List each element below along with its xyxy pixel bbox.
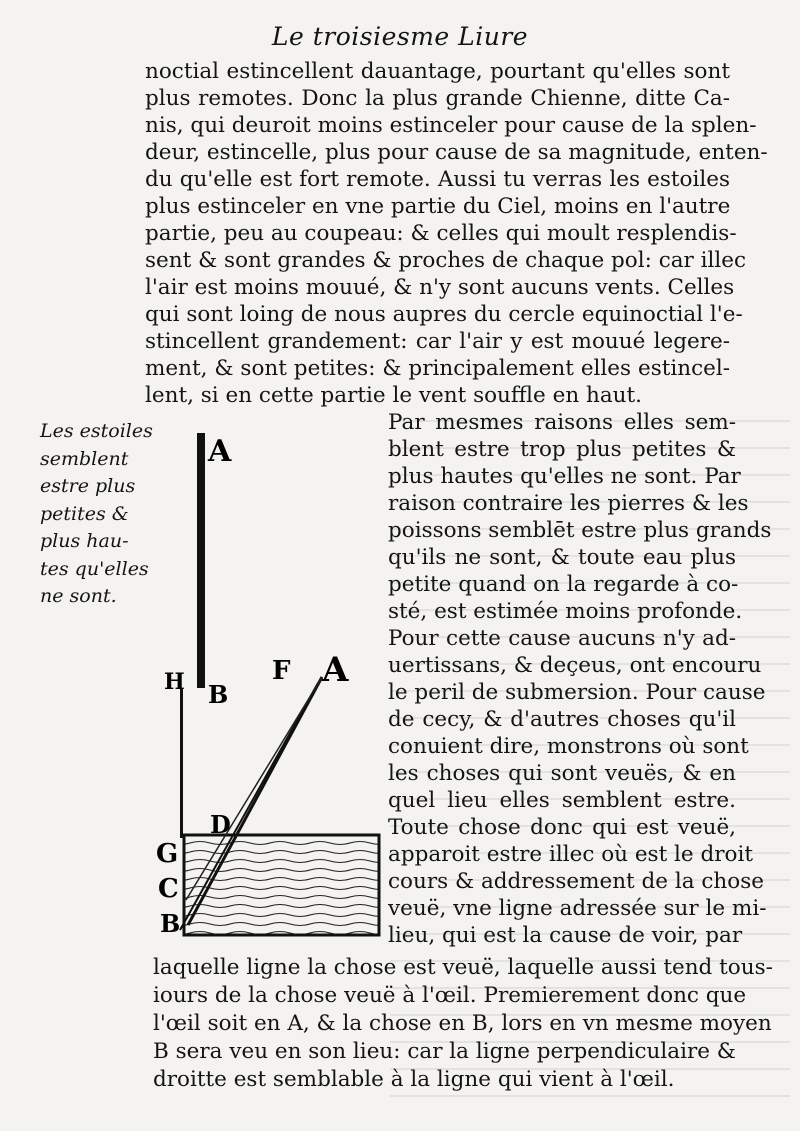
text-line: noctial estincellent dauantage, pourtant qu'elles sont — [145, 59, 730, 84]
text-line: conuient dire, monstrons où sont — [388, 734, 749, 759]
water-box — [184, 835, 379, 935]
text-line: qu'ils ne sont, & toute eau plus — [388, 545, 736, 570]
margin-note-line: Les estoiles — [40, 420, 153, 442]
text-line: Pour cette cause aucuns n'y ad- — [388, 626, 736, 651]
margin-note-line: tes qu'elles — [40, 557, 149, 580]
text-line: les choses qui sont veuës, & en — [388, 761, 736, 786]
vertical-line-ab — [197, 433, 205, 688]
text-line: Par mesmes raisons elles sem- — [388, 410, 736, 435]
label-b-bottom: B — [160, 909, 181, 938]
text-line: quel lieu elles semblent estre. — [388, 788, 736, 813]
text-line: petite quand on la regarde à co- — [388, 572, 739, 597]
text-line: du qu'elle est fort remote. Aussi tu verras les estoiles — [145, 167, 730, 192]
text-line: qui sont loing de nous aupres du cercle equinoctial l'e- — [145, 302, 743, 327]
text-line: laquelle ligne la chose est veuë, laquelle aussi tend tous- — [153, 955, 773, 980]
text-line: blent estre trop plus petites & — [388, 437, 736, 462]
text-line: poissons semblēt estre plus grands — [388, 518, 772, 543]
text-line: lieu, qui est la cause de voir, par — [388, 923, 743, 948]
margin-note-line: petites & — [40, 502, 129, 525]
text-line: lent, si en cette partie le vent souffle en haut. — [145, 383, 642, 408]
text-line: plus estinceler en vne partie du Ciel, moins en l'autre — [145, 194, 731, 219]
label-h: H — [164, 669, 185, 695]
text-line: Toute chose donc qui est veuë, — [388, 815, 736, 840]
text-line: uertissans, & deçeus, ont encouru — [388, 653, 762, 678]
label-g: G — [156, 839, 179, 869]
refraction-figure — [150, 425, 385, 945]
margin-note-line: semblent — [40, 447, 129, 470]
text-line: l'œil soit en A, & la chose en B, lors en vn mesme moyen — [153, 1011, 772, 1036]
text-line: ment, & sont petites: & principalement elles estincel- — [145, 356, 730, 381]
label-a-top: A — [208, 434, 232, 469]
label-b-mid: B — [208, 680, 229, 709]
running-head: Le troisiesme Liure — [271, 22, 529, 51]
text-line: iours de la chose veuë à l'œil. Premierement donc que — [153, 983, 747, 1008]
vertical-line-h — [180, 688, 183, 838]
text-line: sté, est estimée moins profonde. — [388, 599, 743, 624]
label-f: F — [272, 656, 291, 686]
text-line: stincellent grandement: car l'air y est mouué legere- — [145, 329, 730, 354]
text-line: raison contraire les pierres & les — [388, 491, 749, 516]
text-line: droitte est semblable à la ligne qui vient à l'œil. — [153, 1067, 675, 1092]
text-line: sent & sont grandes & proches de chaque pol: car illec — [145, 248, 747, 273]
text-line: cours & addressement de la chose — [388, 869, 764, 894]
label-a-right: A — [322, 650, 349, 690]
text-line: le peril de submersion. Pour cause — [388, 680, 766, 705]
text-line: plus hautes qu'elles ne sont. Par — [388, 464, 741, 489]
text-line: B sera veu en son lieu: car la ligne perpendiculaire & — [153, 1039, 736, 1064]
label-d: D — [210, 810, 231, 839]
label-c: C — [158, 874, 179, 904]
margin-note — [40, 418, 153, 611]
text-line: partie, peu au coupeau: & celles qui moult resplendis- — [145, 221, 737, 246]
text-line: plus remotes. Donc la plus grande Chienne, ditte Ca- — [145, 86, 730, 111]
margin-note-line: estre plus — [40, 475, 136, 497]
text-line: apparoit estre illec où est le droit — [388, 842, 753, 867]
text-line: de cecy, & d'autres choses qu'il — [388, 707, 736, 732]
text-line: veuë, vne ligne adressée sur le mi- — [388, 896, 767, 921]
margin-note-line: plus hau- — [40, 530, 129, 552]
text-line: nis, qui deuroit moins estinceler pour cause de la splen- — [145, 113, 757, 138]
text-line: l'air est moins mouué, & n'y sont aucuns vents. Celles — [145, 275, 735, 300]
margin-note-line: ne sont. — [40, 585, 117, 607]
text-line: deur, estincelle, plus pour cause de sa magnitude, enten- — [145, 140, 768, 165]
